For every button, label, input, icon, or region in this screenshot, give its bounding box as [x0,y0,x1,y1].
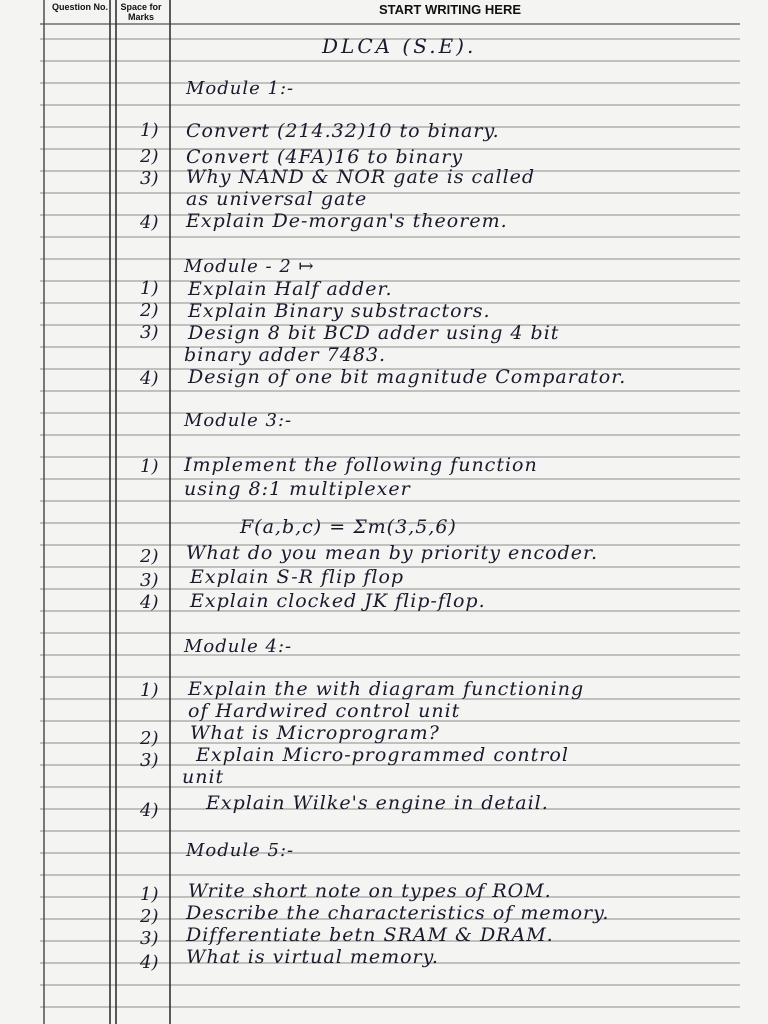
m3-q4-text: Explain clocked JK flip-flop. [190,590,486,612]
m4-q3-text-line1: Explain Micro-programmed control [196,744,569,766]
question-no-header: Question No. [52,2,108,12]
m5-q4-number: 4) [140,952,159,973]
m1-q3-text-line2: as universal gate [186,188,368,210]
m5-q1-number: 1) [140,884,159,905]
module-1-heading: Module 1:- [186,78,295,99]
m3-q3-number: 3) [140,570,159,591]
m2-q3-text-line2: binary adder 7483. [184,344,387,366]
m2-q4-text: Design of one bit magnitude Comparator. [188,366,627,388]
m3-q3-text: Explain S-R flip flop [190,566,405,588]
m4-q3-number: 3) [140,750,159,771]
m5-q1-text: Write short note on types of ROM. [188,880,552,902]
module-2-heading: Module - 2 ↦ [184,256,315,277]
m1-q2-number: 2) [140,146,159,167]
space-for-marks-header: Space for Marks [120,2,162,22]
m2-q3-number: 3) [140,322,159,343]
m3-q2-number: 2) [140,546,159,567]
m3-q1-text-line2: using 8:1 multiplexer [184,478,411,500]
m3-q1-number: 1) [140,456,159,477]
m4-q2-number: 2) [140,728,159,749]
m3-q2-text: What do you mean by priority encoder. [186,542,598,564]
m5-q3-number: 3) [140,928,159,949]
module-4-heading: Module 4:- [184,636,293,657]
m1-q2-text: Convert (4FA)16 to binary [186,146,464,168]
m1-q1-number: 1) [140,120,159,141]
module-3-heading: Module 3:- [184,410,293,431]
m2-q3-text-line1: Design 8 bit BCD adder using 4 bit [188,322,560,344]
m2-q4-number: 4) [140,368,159,389]
m5-q3-text: Differentiate betn SRAM & DRAM. [186,924,554,946]
m4-q3-text-line2: unit [182,766,225,788]
m3-q1-function: F(a,b,c) = Σm(3,5,6) [240,516,457,538]
start-writing-header: START WRITING HERE [378,2,522,17]
m5-q2-text: Describe the characteristics of memory. [186,902,610,924]
m5-q4-text: What is virtual memory. [186,946,439,968]
m1-q3-text-line1: Why NAND & NOR gate is called [186,166,536,188]
m1-q4-text: Explain De-morgan's theorem. [186,210,508,232]
m4-q4-text: Explain Wilke's engine in detail. [206,792,549,814]
m1-q1-text: Convert (214.32)10 to binary. [186,120,500,142]
m3-q4-number: 4) [140,592,159,613]
m4-q1-text-line2: of Hardwired control unit [188,700,461,722]
m1-q3-number: 3) [140,168,159,189]
m4-q1-text-line1: Explain the with diagram functioning [188,678,585,700]
m1-q4-number: 4) [140,212,159,233]
m4-q4-number: 4) [140,800,159,821]
m4-q2-text: What is Microprogram? [190,722,440,744]
m4-q1-number: 1) [140,680,159,701]
m2-q2-text: Explain Binary substractors. [188,300,491,322]
m3-q1-text-line1: Implement the following function [184,454,538,476]
module-5-heading: Module 5:- [186,840,295,861]
m2-q1-number: 1) [140,278,159,299]
m5-q2-number: 2) [140,906,159,927]
m2-q2-number: 2) [140,300,159,321]
page-title: DLCA (S.E). [322,34,477,58]
m2-q1-text: Explain Half adder. [188,278,393,300]
